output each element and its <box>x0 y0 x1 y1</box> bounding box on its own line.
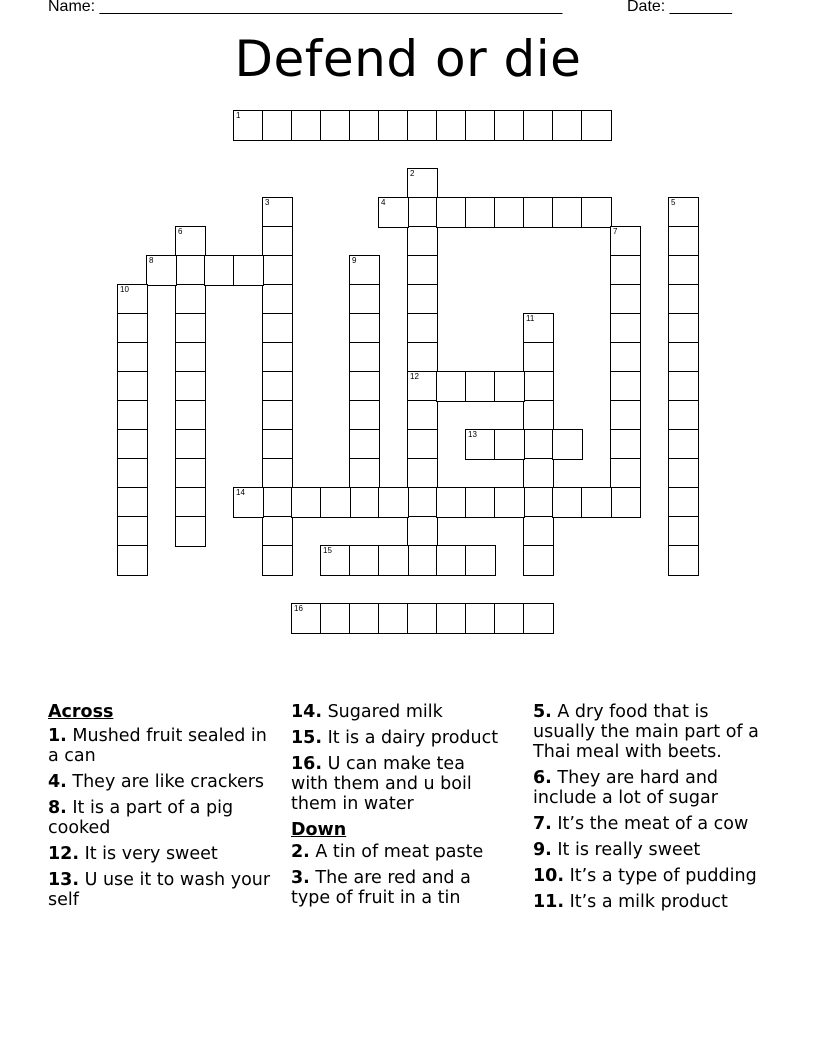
clue-number: 9 <box>352 256 357 265</box>
name-field-label: Name: ____________________________________________________ <box>48 0 563 15</box>
grid-cell[interactable] <box>465 429 496 460</box>
grid-cell[interactable] <box>407 342 438 373</box>
date-field-label: Date: _______ <box>627 0 732 15</box>
grid-cell[interactable] <box>349 429 380 460</box>
clue-number: 6 <box>178 227 183 236</box>
grid-cell[interactable] <box>523 110 554 141</box>
grid-cell[interactable] <box>523 313 554 344</box>
grid-cell[interactable] <box>523 603 554 634</box>
grid-cell[interactable] <box>668 516 699 547</box>
grid-cell[interactable] <box>349 458 380 489</box>
clue-down-3: 3. The are red and a type of fruit in a tin <box>291 868 471 908</box>
grid-cell[interactable] <box>378 603 409 634</box>
grid-cell[interactable] <box>581 487 612 518</box>
grid-cell[interactable] <box>610 371 641 402</box>
grid-cell[interactable] <box>349 342 380 373</box>
grid-cell[interactable] <box>175 458 206 489</box>
clue-across-8: 8. It is a part of a pig cooked <box>48 798 234 838</box>
grid-cell[interactable] <box>465 371 496 402</box>
grid-cell[interactable] <box>320 545 351 576</box>
grid-cell[interactable] <box>291 603 322 634</box>
grid-cell[interactable] <box>262 342 293 373</box>
clue-down-9: 9. It is really sweet <box>533 840 701 860</box>
grid-cell[interactable] <box>407 313 438 344</box>
grid-cell[interactable] <box>262 313 293 344</box>
grid-cell[interactable] <box>233 487 264 518</box>
grid-cell[interactable] <box>610 284 641 315</box>
clue-number: 13 <box>468 430 477 439</box>
grid-cell[interactable] <box>610 429 641 460</box>
grid-cell[interactable] <box>581 110 612 141</box>
grid-cell[interactable] <box>262 110 293 141</box>
grid-cell[interactable] <box>465 197 496 228</box>
grid-cell[interactable] <box>407 516 438 547</box>
grid-cell[interactable] <box>175 371 206 402</box>
grid-cell[interactable] <box>494 197 525 228</box>
clue-column-1 <box>48 702 280 916</box>
grid-cell[interactable] <box>349 603 380 634</box>
clue-number: 7 <box>613 227 618 236</box>
clue-across-16: 16. U can make tea with them and u boil them in water <box>291 754 472 814</box>
grid-cell[interactable] <box>668 342 699 373</box>
grid-cell[interactable] <box>175 429 206 460</box>
clue-number: 8 <box>149 256 154 265</box>
grid-cell[interactable] <box>465 603 496 634</box>
clue-number: 12 <box>410 372 419 381</box>
grid-cell[interactable] <box>436 371 467 402</box>
clue-across-15: 15. It is a dairy product <box>291 728 499 748</box>
grid-cell[interactable] <box>117 400 148 431</box>
grid-cell[interactable] <box>407 371 438 402</box>
grid-cell[interactable] <box>523 429 554 460</box>
grid-cell[interactable] <box>668 284 699 315</box>
grid-cell[interactable] <box>407 284 438 315</box>
grid-cell[interactable] <box>436 197 467 228</box>
grid-cell[interactable] <box>407 400 438 431</box>
page-title: Defend or die <box>234 30 582 88</box>
grid-cell[interactable] <box>523 342 554 373</box>
clue-down-2: 2. A tin of meat paste <box>291 842 484 862</box>
clue-number: 2 <box>410 169 415 178</box>
clue-down-6: 6. They are hard and include a lot of sugar <box>533 768 719 808</box>
clue-down-10: 10. It’s a type of pudding <box>533 866 757 886</box>
grid-cell[interactable] <box>117 371 148 402</box>
grid-cell[interactable] <box>610 226 641 257</box>
grid-cell[interactable] <box>523 487 554 518</box>
grid-cell[interactable] <box>117 284 148 315</box>
grid-cell[interactable] <box>175 487 206 518</box>
grid-cell[interactable] <box>146 255 177 286</box>
clue-across-13: 13. U use it to wash your self <box>48 870 271 910</box>
grid-cell[interactable] <box>378 110 409 141</box>
grid-cell[interactable] <box>117 545 148 576</box>
grid-cell[interactable] <box>117 313 148 344</box>
grid-cell[interactable] <box>349 487 380 518</box>
grid-cell[interactable] <box>175 516 206 547</box>
grid-cell[interactable] <box>175 255 206 286</box>
grid-cell[interactable] <box>262 400 293 431</box>
grid-cell[interactable] <box>262 545 293 576</box>
grid-cell[interactable] <box>668 226 699 257</box>
grid-cell[interactable] <box>668 313 699 344</box>
grid-cell[interactable] <box>262 429 293 460</box>
grid-cell[interactable] <box>668 197 699 228</box>
grid-cell[interactable] <box>523 516 554 547</box>
grid-cell[interactable] <box>291 487 322 518</box>
grid-cell[interactable] <box>117 458 148 489</box>
grid-cell[interactable] <box>175 284 206 315</box>
grid-cell[interactable] <box>349 255 380 286</box>
grid-cell[interactable] <box>581 197 612 228</box>
grid-cell[interactable] <box>262 197 293 228</box>
grid-cell[interactable] <box>610 458 641 489</box>
grid-cell[interactable] <box>494 110 525 141</box>
grid-cell[interactable] <box>407 255 438 286</box>
grid-cell[interactable] <box>494 603 525 634</box>
grid-cell[interactable] <box>552 487 583 518</box>
grid-cell[interactable] <box>349 110 380 141</box>
grid-cell[interactable] <box>465 110 496 141</box>
grid-cell[interactable] <box>436 110 467 141</box>
grid-cell[interactable] <box>610 342 641 373</box>
grid-cell[interactable] <box>320 110 351 141</box>
grid-cell[interactable] <box>262 284 293 315</box>
grid-cell[interactable] <box>668 255 699 286</box>
grid-cell[interactable] <box>378 545 409 576</box>
grid-cell[interactable] <box>465 487 496 518</box>
grid-cell[interactable] <box>349 545 380 576</box>
grid-cell[interactable] <box>610 400 641 431</box>
grid-cell[interactable] <box>552 110 583 141</box>
grid-cell[interactable] <box>320 603 351 634</box>
grid-cell[interactable] <box>378 197 409 228</box>
clue-number: 3 <box>265 198 270 207</box>
grid-cell[interactable] <box>349 371 380 402</box>
clue-across-14: 14. Sugared milk <box>291 702 443 722</box>
grid-cell[interactable] <box>407 197 438 228</box>
grid-cell[interactable] <box>407 226 438 257</box>
clue-across-4: 4. They are like crackers <box>48 772 265 792</box>
clue-across-12: 12. It is very sweet <box>48 844 218 864</box>
grid-cell[interactable] <box>407 487 438 518</box>
clue-number: 10 <box>120 285 129 294</box>
grid-cell[interactable] <box>407 603 438 634</box>
grid-cell[interactable] <box>552 429 583 460</box>
grid-cell[interactable] <box>668 545 699 576</box>
grid-cell[interactable] <box>523 197 554 228</box>
grid-cell[interactable] <box>117 429 148 460</box>
grid-cell[interactable] <box>349 284 380 315</box>
grid-cell[interactable] <box>494 487 525 518</box>
grid-cell[interactable] <box>349 400 380 431</box>
grid-cell[interactable] <box>262 226 293 257</box>
grid-cell[interactable] <box>175 342 206 373</box>
grid-cell[interactable] <box>320 487 351 518</box>
clue-number: 4 <box>381 198 386 207</box>
across-heading: Across <box>48 702 114 722</box>
grid-cell[interactable] <box>465 545 496 576</box>
grid-cell[interactable] <box>523 371 554 402</box>
grid-cell[interactable] <box>117 342 148 373</box>
clue-column-2 <box>291 702 501 914</box>
grid-cell[interactable] <box>407 429 438 460</box>
clue-number: 16 <box>294 604 303 613</box>
grid-cell[interactable] <box>117 487 148 518</box>
grid-cell[interactable] <box>436 487 467 518</box>
grid-cell[interactable] <box>668 458 699 489</box>
grid-cell[interactable] <box>349 313 380 344</box>
clue-number: 5 <box>671 198 676 207</box>
clue-number: 15 <box>323 546 332 555</box>
clue-down-5: 5. A dry food that is usually the main part of a Thai meal with beets. <box>533 702 759 762</box>
grid-cell[interactable] <box>262 516 293 547</box>
grid-cell[interactable] <box>668 371 699 402</box>
grid-cell[interactable] <box>407 458 438 489</box>
grid-cell[interactable] <box>610 313 641 344</box>
grid-cell[interactable] <box>610 487 641 518</box>
grid-cell[interactable] <box>494 429 525 460</box>
grid-cell[interactable] <box>610 255 641 286</box>
clue-down-11: 11. It’s a milk product <box>533 892 728 912</box>
grid-cell[interactable] <box>262 255 293 286</box>
grid-cell[interactable] <box>436 545 467 576</box>
grid-cell[interactable] <box>175 313 206 344</box>
clue-across-1: 1. Mushed fruit sealed in a can <box>48 726 267 766</box>
grid-cell[interactable] <box>407 545 438 576</box>
grid-cell[interactable] <box>523 400 554 431</box>
grid-cell[interactable] <box>262 458 293 489</box>
grid-cell[interactable] <box>204 255 235 286</box>
grid-cell[interactable] <box>378 487 409 518</box>
grid-cell[interactable] <box>117 516 148 547</box>
grid-cell[interactable] <box>407 110 438 141</box>
clue-down-7: 7. It’s the meat of a cow <box>533 814 749 834</box>
clue-number: 14 <box>236 488 245 497</box>
grid-cell[interactable] <box>262 487 293 518</box>
grid-cell[interactable] <box>233 110 264 141</box>
grid-cell[interactable] <box>175 226 206 257</box>
clue-column-3 <box>533 702 773 918</box>
clue-number: 1 <box>236 111 241 120</box>
grid-cell[interactable] <box>175 400 206 431</box>
grid-cell[interactable] <box>494 371 525 402</box>
grid-cell[interactable] <box>523 545 554 576</box>
grid-cell[interactable] <box>668 400 699 431</box>
clue-number: 11 <box>526 314 535 323</box>
grid-cell[interactable] <box>668 487 699 518</box>
down-heading: Down <box>291 820 347 840</box>
grid-cell[interactable] <box>523 458 554 489</box>
grid-cell[interactable] <box>407 168 438 199</box>
grid-cell[interactable] <box>436 603 467 634</box>
grid-cell[interactable] <box>262 371 293 402</box>
grid-cell[interactable] <box>552 197 583 228</box>
grid-cell[interactable] <box>291 110 322 141</box>
grid-cell[interactable] <box>233 255 264 286</box>
grid-cell[interactable] <box>668 429 699 460</box>
